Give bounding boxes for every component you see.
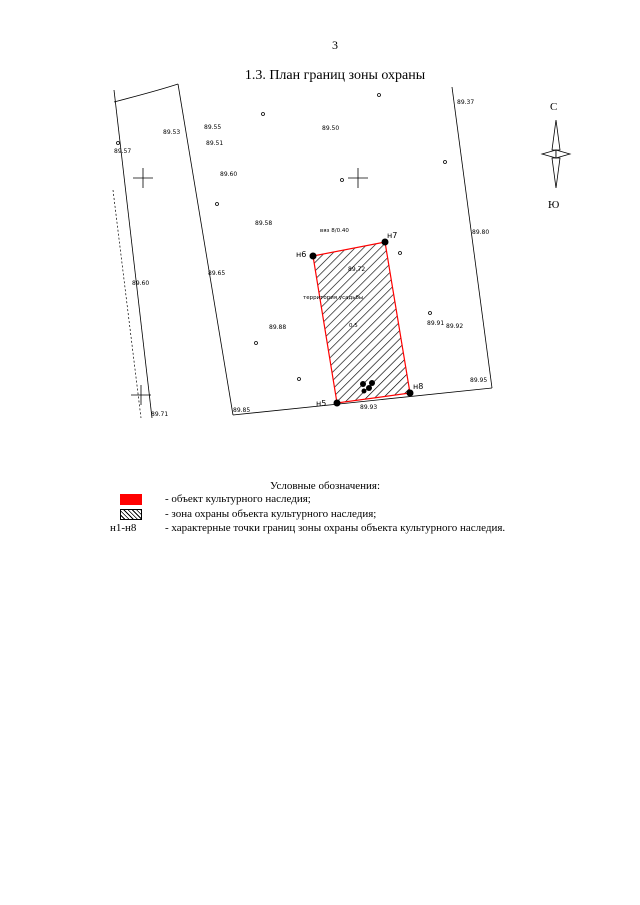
compass-south-label: Ю (548, 199, 560, 211)
elevation-label: 89.80 (472, 229, 490, 236)
page-title: 1.3. План границ зоны охраны (244, 68, 426, 83)
compass-north-label: С (550, 101, 558, 113)
elevation-label: 89.85 (233, 407, 251, 414)
zone-label: 0.5 (349, 323, 358, 329)
parcel-line-right (452, 87, 492, 388)
point-label-n6: н6 (296, 250, 307, 259)
elevation-label: 89.65 (208, 270, 226, 277)
hatch-icon (120, 509, 142, 520)
compass-rose (542, 101, 570, 211)
elevation-label: 89.57 (114, 148, 132, 155)
legend-header: Условные обозначения: (270, 480, 381, 492)
elevation-label: 89.72 (348, 266, 366, 273)
elevation-label: 89.58 (255, 220, 273, 227)
elevation-label: 89.60 (132, 280, 150, 287)
elevation-label: 89.92 (446, 323, 464, 330)
legend-text: - характерные точки границ зоны охраны объекта культурного наследия. (165, 522, 506, 534)
point-label-n8: н8 (413, 382, 424, 391)
elevation-label: 89.37 (457, 99, 475, 106)
street-line-left (114, 90, 152, 418)
point-label-n5: н5 (316, 399, 327, 408)
road-arc (114, 84, 178, 102)
elevation-label: 89.51 (206, 140, 224, 147)
elevation-label: 89.91 (427, 320, 445, 327)
page-number: 3 (332, 38, 338, 52)
elevation-label: 89.50 (322, 125, 340, 132)
territory-label: территория усадьбы (303, 295, 364, 301)
elevation-label: 89.60 (220, 171, 238, 178)
elevation-label: 89.93 (360, 404, 378, 411)
dashed-line (113, 190, 141, 418)
legend-text: - зона охраны объекта культурного наследия; (165, 508, 377, 520)
point-label-n7: н7 (387, 231, 398, 240)
elevation-label: 89.88 (269, 324, 287, 331)
tree-label: вяз 8/0.40 (320, 228, 349, 234)
elevation-label: 89.53 (163, 129, 181, 136)
legend-text: - объект культурного наследия; (165, 493, 311, 505)
elevation-label: 89.55 (204, 124, 222, 131)
street-line-inner (178, 84, 233, 415)
elevation-label: 89.95 (470, 377, 488, 384)
red-fill-icon (120, 494, 142, 505)
legend-code: н1-н8 (110, 522, 137, 534)
elevation-label: 89.71 (151, 411, 169, 418)
